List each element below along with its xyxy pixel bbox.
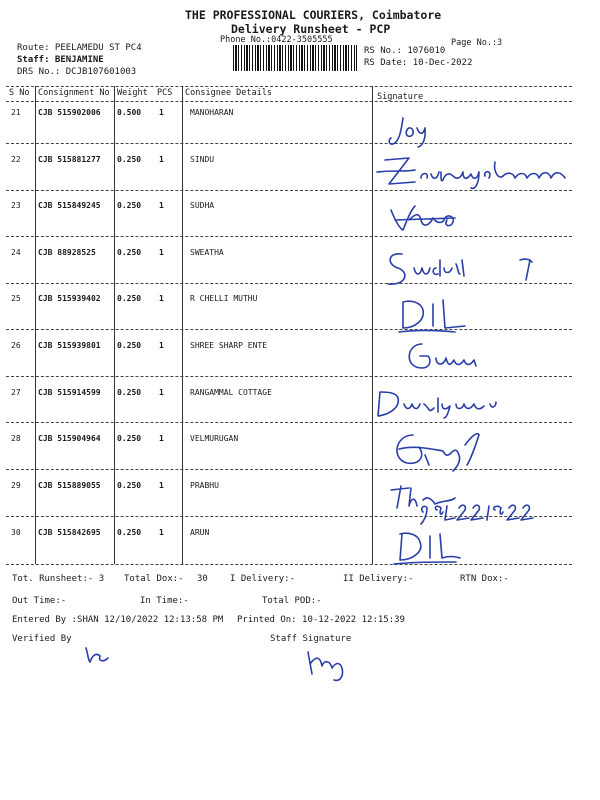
row-rule (6, 329, 572, 330)
col-divider (114, 86, 115, 564)
in-time: In Time:- (140, 596, 189, 606)
row-pcs: 1 (159, 528, 164, 537)
row-sno: 21 (11, 108, 21, 117)
row-weight: 0.250 (117, 434, 142, 443)
header-top-rule (6, 86, 572, 87)
row-weight: 0.250 (117, 388, 142, 397)
col-header-consignee: Consignee Details (185, 88, 272, 98)
entered-by: Entered By :SHAN 12/10/2022 12:13:58 PM (12, 615, 224, 625)
row-consignee: ARUN (190, 528, 210, 537)
signature-row-21 (385, 112, 445, 152)
row-consignee: MANOHARAN (190, 108, 234, 117)
row-sno: 28 (11, 434, 21, 443)
phone-number: Phone No.:0422-3505555 (220, 35, 333, 45)
row-rule (6, 236, 572, 237)
row-consignee: SUDHA (190, 201, 215, 210)
rs-number: RS No.: 1076010 (364, 46, 446, 56)
signature-row-28 (385, 425, 495, 480)
row-rule (6, 143, 572, 144)
row-sno: 24 (11, 248, 21, 257)
row-pcs: 1 (159, 434, 164, 443)
row-consignment: CJB 515849245 (38, 201, 101, 210)
company-name: THE PROFESSIONAL COURIERS, Coimbatore (185, 8, 442, 22)
row-pcs: 1 (159, 248, 164, 257)
row-sno: 25 (11, 294, 21, 303)
row-consignee: SWEATHA (190, 248, 224, 257)
row-consignment: CJB 515939801 (38, 341, 101, 350)
col-divider (372, 86, 373, 564)
staff-signature-label: Staff Signature (270, 634, 352, 644)
document-title: Delivery Runsheet - PCP (231, 22, 391, 36)
row-sno: 26 (11, 341, 21, 350)
col-divider (35, 86, 36, 564)
signature-row-25 (395, 292, 475, 340)
total-dox-label: Total Dox:- (124, 574, 184, 584)
row-weight: 0.250 (117, 528, 142, 537)
row-sno: 30 (11, 528, 21, 537)
col-divider (182, 86, 183, 564)
signature-row-27 (370, 384, 520, 430)
row-consignee: VELMURUGAN (190, 434, 239, 443)
row-sno: 23 (11, 201, 21, 210)
row-weight: 0.250 (117, 294, 142, 303)
signature-row-22 (375, 150, 585, 200)
row-consignee: R CHELLI MUTHU (190, 294, 258, 303)
row-weight: 0.250 (117, 201, 142, 210)
row-pcs: 1 (159, 108, 164, 117)
signature-row-29 (385, 478, 585, 533)
col-header-weight: Weight (117, 88, 148, 98)
signature-row-23 (385, 200, 475, 236)
col-header-sno: S No (9, 88, 30, 98)
out-time: Out Time:- (12, 596, 67, 606)
staff-signature-mark (300, 642, 360, 682)
col-header-signature: Signature (377, 92, 424, 102)
row-consignment: CJB 515881277 (38, 155, 101, 164)
row-consignee: PRABHU (190, 481, 219, 490)
route: Route: PEELAMEDU ST PC4 (17, 43, 142, 53)
header-bottom-rule (6, 101, 572, 102)
signature-row-30 (390, 526, 470, 566)
row-weight: 0.250 (117, 155, 142, 164)
row-consignment: CJB 515889055 (38, 481, 101, 490)
row-consignee: SHREE SHARP ENTE (190, 341, 268, 350)
drs-number: DRS No.: DCJB107601003 (17, 67, 137, 77)
row-consignee: RANGAMMAL COTTAGE (190, 388, 272, 397)
col-header-pcs: PCS (157, 88, 173, 98)
row-weight: 0.500 (117, 108, 142, 117)
page-number: Page No.:3 (451, 38, 503, 48)
row-consignment: CJB 515904964 (38, 434, 101, 443)
total-pod: Total POD:- (262, 596, 322, 606)
row-weight: 0.250 (117, 341, 142, 350)
row-consignment: CJB 88928525 (38, 248, 96, 257)
row-pcs: 1 (159, 341, 164, 350)
rs-date: RS Date: 10-Dec-2022 (364, 58, 473, 68)
table-bottom-rule (6, 564, 572, 565)
row-sno: 27 (11, 388, 21, 397)
total-runsheet: Tot. Runsheet:- 3 (12, 574, 105, 584)
row-consignee: SINDU (190, 155, 215, 164)
signature-row-24 (380, 246, 550, 296)
row-pcs: 1 (159, 481, 164, 490)
row-pcs: 1 (159, 388, 164, 397)
ii-delivery: II Delivery:- (343, 574, 414, 584)
row-weight: 0.250 (117, 248, 142, 257)
barcode-image (233, 45, 357, 71)
verified-by: Verified By (12, 634, 72, 644)
row-weight: 0.250 (117, 481, 142, 490)
col-header-consignment: Consignment No (38, 88, 110, 98)
signature-row-26 (400, 338, 500, 378)
row-pcs: 1 (159, 294, 164, 303)
row-consignment: CJB 515914599 (38, 388, 101, 397)
row-consignment: CJB 515939402 (38, 294, 101, 303)
row-sno: 22 (11, 155, 21, 164)
verified-by-signature (80, 640, 120, 670)
row-pcs: 1 (159, 201, 164, 210)
staff-name: Staff: BENJAMINE (17, 55, 104, 65)
row-sno: 29 (11, 481, 21, 490)
rtn-dox: RTN Dox:- (460, 574, 509, 584)
row-consignment: CJB 515842695 (38, 528, 101, 537)
row-pcs: 1 (159, 155, 164, 164)
row-consignment: CJB 515902006 (38, 108, 101, 117)
i-delivery: I Delivery:- (230, 574, 296, 584)
printed-on: Printed On: 10-12-2022 12:15:39 (237, 615, 405, 625)
total-dox-value: 30 (197, 574, 208, 584)
